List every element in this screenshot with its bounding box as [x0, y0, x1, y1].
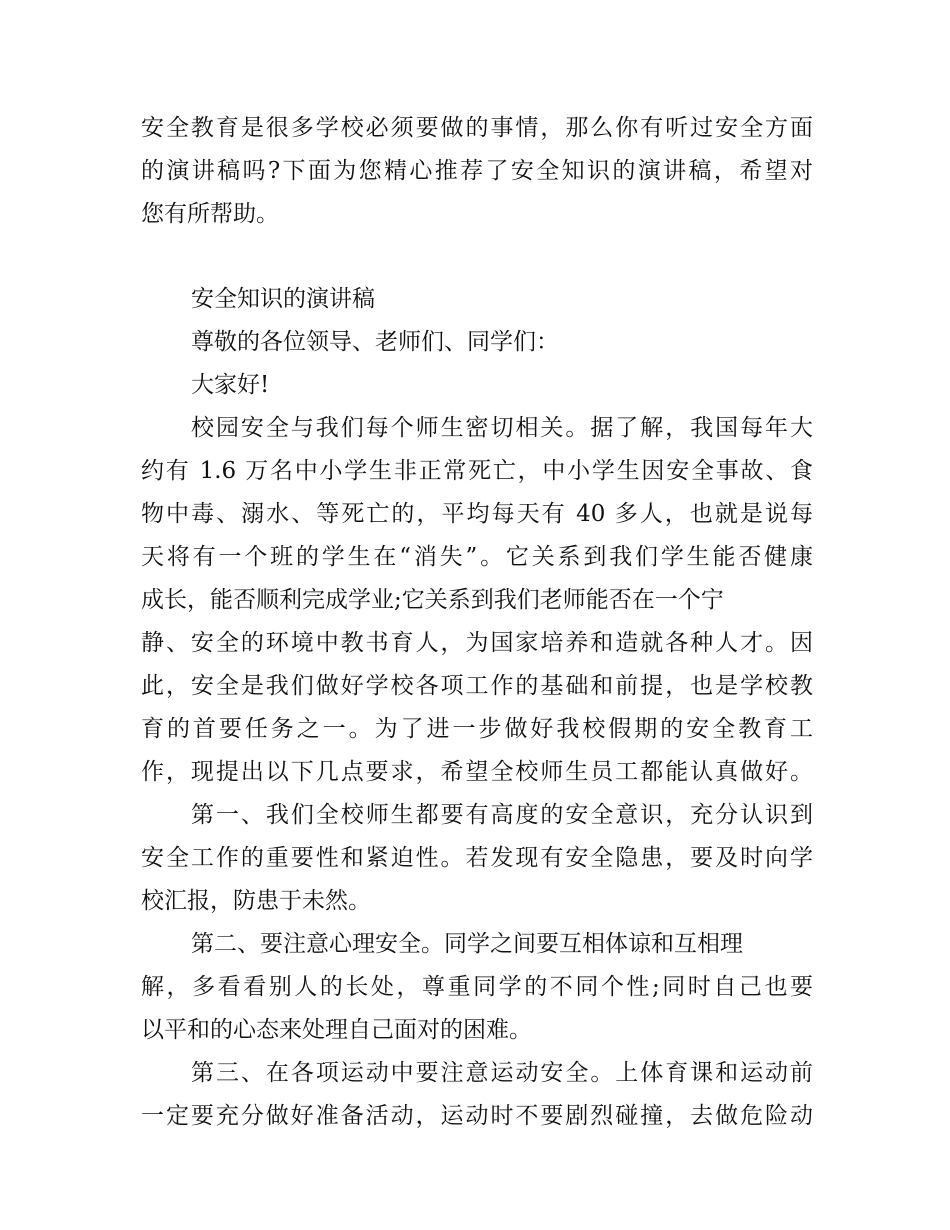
speech-body [141, 278, 813, 1138]
paragraph-line: 育的首要任务之一。为了进一步做好我校假期的安全教育工 [141, 716, 813, 742]
paragraph-line: 约有 1.6 万名中小学生非正常死亡，中小学生因安全事故、食 [141, 458, 813, 484]
paragraph-line: 校汇报，防患于未然。 [141, 888, 371, 914]
speech-title: 安全知识的演讲稿 [191, 286, 375, 312]
speech-greeting: 大家好! [191, 372, 270, 398]
paragraph-line: 第一、我们全校师生都要有高度的安全意识，充分认识到 [191, 802, 813, 828]
paragraph-line: 一定要充分做好准备活动，运动时不要剧烈碰撞，去做危险动 [141, 1103, 813, 1129]
paragraph-line: 天将有一个班的学生在“消失”。它关系到我们学生能否健康 [141, 544, 813, 570]
intro-line: 的演讲稿吗?下面为您精心推荐了安全知识的演讲稿，希望对 [141, 158, 813, 184]
intro-paragraph [141, 107, 813, 236]
paragraph-line: 第三、在各项运动中要注意运动安全。上体育课和运动前 [191, 1060, 813, 1086]
paragraph-line: 静、安全的环境中教书育人，为国家培养和造就各种人才。因 [141, 630, 813, 656]
paragraph-line: 作，现提出以下几点要求，希望全校师生员工都能认真做好。 [141, 759, 813, 785]
paragraph-line: 安全工作的重要性和紧迫性。若发现有安全隐患，要及时向学 [141, 845, 813, 871]
paragraph-line: 以平和的心态来处理自己面对的困难。 [141, 1017, 532, 1043]
paragraph-line: 成长，能否顺利完成学业;它关系到我们老师能否在一个宁 [141, 587, 724, 613]
paragraph-line: 物中毒、溺水、等死亡的，平均每天有 40 多人，也就是说每 [141, 501, 813, 527]
speech-salutation: 尊敬的各位领导、老师们、同学们： [191, 329, 559, 355]
paragraph-line: 校园安全与我们每个师生密切相关。据了解，我国每年大 [191, 415, 813, 441]
intro-line: 安全教育是很多学校必须要做的事情，那么你有听过安全方面 [141, 115, 813, 141]
paragraph-line: 此，安全是我们做好学校各项工作的基础和前提，也是学校教 [141, 673, 813, 699]
paragraph-line: 解，多看看别人的长处，尊重同学的不同个性;同时自己也要 [141, 974, 813, 1000]
paragraph-line: 第二、要注意心理安全。同学之间要互相体谅和互相理 [191, 931, 743, 957]
intro-line: 您有所帮助。 [141, 201, 279, 227]
